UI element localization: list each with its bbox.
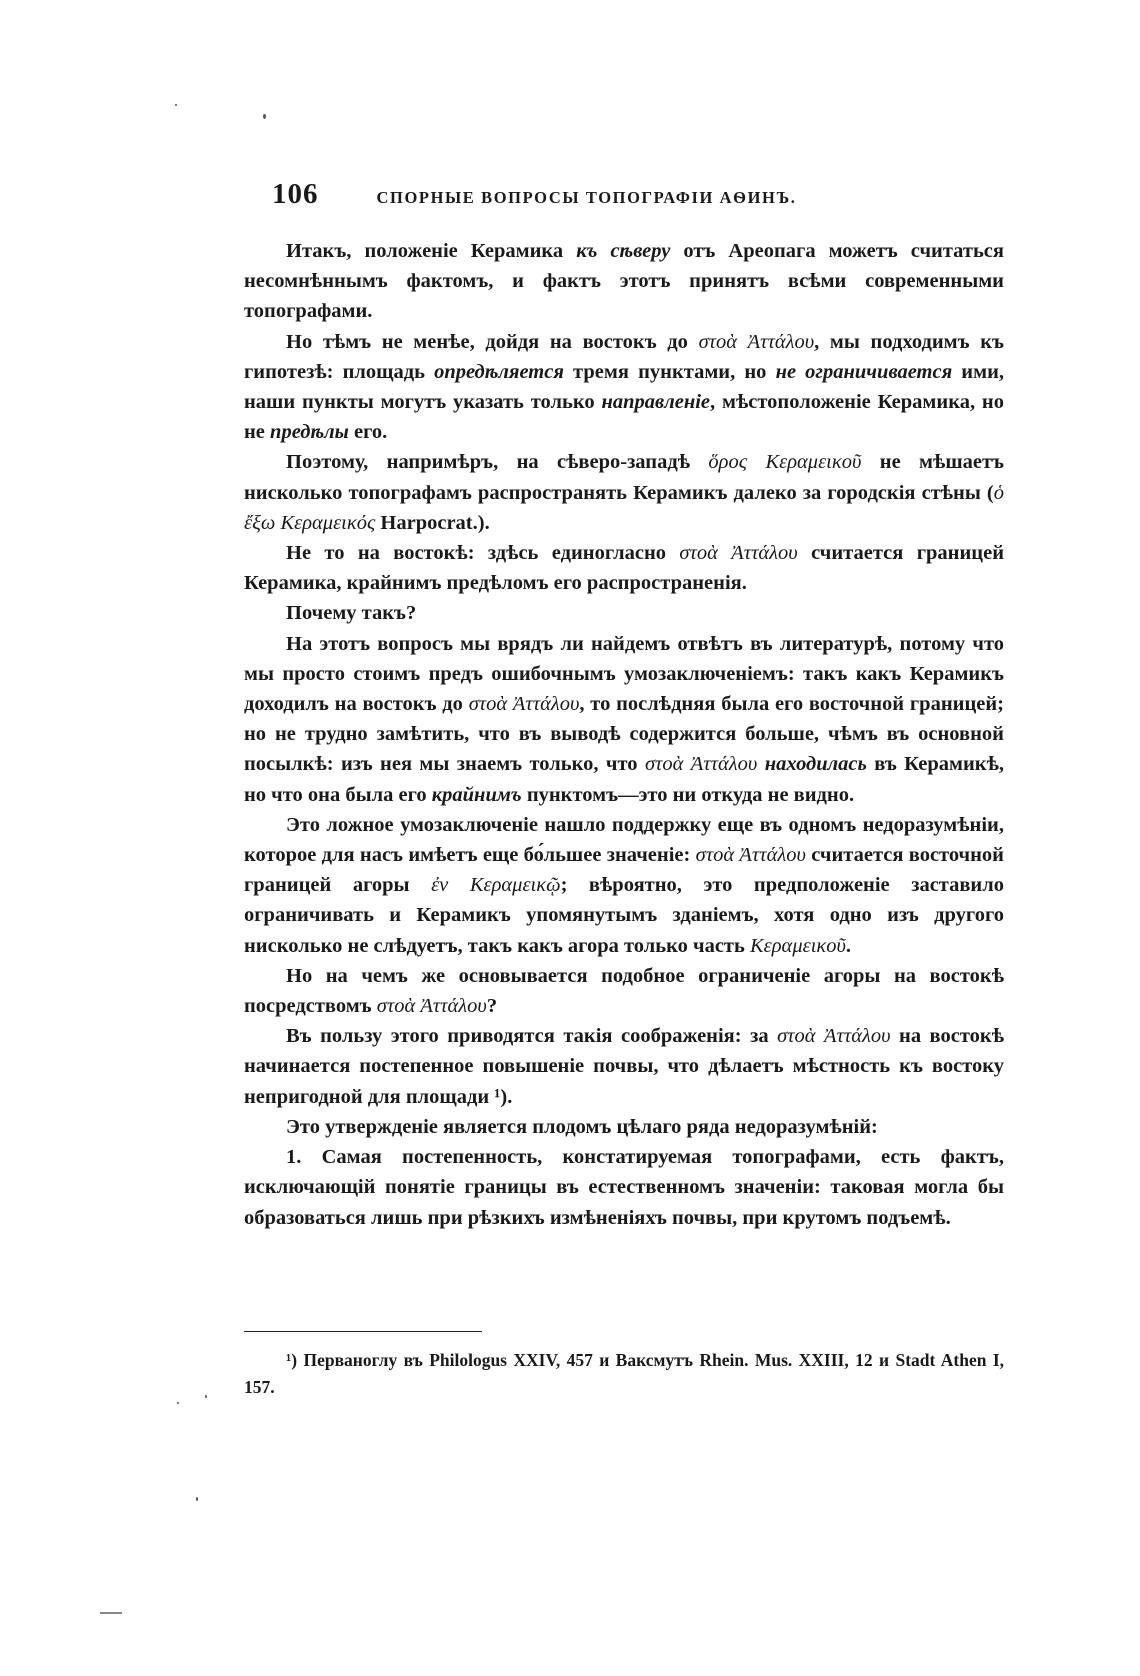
emphasis-text: находилась bbox=[764, 753, 867, 776]
emphasis-text: къ сѣверу bbox=[576, 240, 671, 262]
text-run bbox=[757, 753, 764, 775]
greek-phrase: ὁ ἔξω Κεραμεικός bbox=[244, 481, 1004, 534]
text-run: Итакъ, положеніе Керамика bbox=[286, 240, 577, 262]
scan-speck bbox=[205, 1395, 207, 1398]
greek-phrase: στοὰ Ἀττάλου bbox=[698, 330, 815, 353]
paragraph bbox=[244, 447, 1004, 538]
text-run: Но на чемъ же основывается подобное ограниченіе агоры на востокѣ посредствомъ bbox=[244, 964, 1004, 1018]
text-run: Не то на востокѣ: здѣсь единогласно bbox=[286, 542, 680, 565]
paragraph bbox=[244, 629, 1004, 810]
paragraph bbox=[244, 810, 1004, 961]
text-run: , то послѣдняя была его восточной границей; но не трудно замѣтить, что въ выводѣ содержится больше, чѣмъ въ основной посылкѣ: изъ нея мы знаемъ только, что bbox=[244, 693, 1004, 776]
text-run: его. bbox=[348, 421, 388, 444]
text-run: , мы подходимъ къ гипотезѣ: площадь bbox=[244, 330, 1004, 383]
scan-speck bbox=[196, 1497, 198, 1501]
text-run: ими, наши пункты могутъ указать только bbox=[244, 360, 1005, 414]
paragraph bbox=[244, 961, 1004, 1021]
text-run: пунктомъ—это ни откуда не видно. bbox=[521, 783, 855, 806]
text-run: считается границей Керамика, крайнимъ предѣломъ его распространенія. bbox=[244, 542, 1005, 595]
greek-phrase: Κεραμεικοῦ bbox=[749, 934, 846, 957]
text-run: ? bbox=[486, 995, 498, 1018]
text-run: Въ пользу этого приводятся такія соображенія: за bbox=[286, 1025, 778, 1048]
text-run: . bbox=[845, 934, 852, 957]
emphasis-text: направленіе bbox=[601, 391, 711, 414]
greek-phrase: ἐν Κεραμεικῷ bbox=[431, 874, 561, 897]
running-title: СПОРНЫЕ ВОПРОСЫ ТОПОГРАФІИ АѲИНЪ. bbox=[376, 188, 797, 207]
paragraph bbox=[244, 538, 1004, 598]
greek-phrase: στοὰ Ἀττάλου bbox=[376, 995, 487, 1018]
text-run: Это ложное умозаключеніе нашло поддержку еще въ одномъ недоразумѣніи, которое для насъ имѣетъ еще бо́льшее значеніе: bbox=[244, 813, 1004, 867]
greek-phrase: ὅρος Κεραμεικοῦ bbox=[708, 451, 862, 474]
scan-mark bbox=[100, 1612, 122, 1614]
scan-speck bbox=[175, 104, 177, 106]
page-number: 106 bbox=[272, 178, 319, 210]
text-run: на востокѣ начинается постепенное повышеніе почвы, что дѣлаетъ мѣстность къ востоку непригодной для площади ¹). bbox=[244, 1025, 1004, 1108]
text-run: считается восточной границей агоры bbox=[244, 844, 1004, 897]
paragraph bbox=[244, 1112, 1004, 1142]
emphasis-text: крайнимъ bbox=[431, 783, 522, 806]
emphasis-text: предѣлы bbox=[270, 421, 349, 444]
text-run: отъ Ареопага можетъ считаться несомнѣннымъ фактомъ, и фактъ этотъ принятъ всѣми современными топографами. bbox=[244, 240, 1004, 323]
text-run: Harpocrat.). bbox=[375, 511, 490, 534]
text-run: Почему такъ? bbox=[286, 602, 417, 625]
paragraph bbox=[244, 1142, 1004, 1233]
greek-phrase: στοὰ Ἀττάλου bbox=[695, 844, 806, 867]
paragraph bbox=[244, 1021, 1004, 1112]
text-run: въ Керамикѣ, но что она была его bbox=[244, 753, 1005, 806]
text-run: 1. Самая постепенность, констатируемая топографами, есть фактъ, исключающій понятіе границы въ естественномъ значеніи: таковая могла бы образоваться лишь при рѣзкихъ измѣненіяхъ почвы, при крутомъ подъемѣ. bbox=[244, 1146, 1004, 1229]
text-run: На этотъ вопросъ мы врядъ ли найдемъ отвѣтъ въ литературѣ, потому что мы просто стоимъ предъ ошибочнымъ умозаключеніемъ: такъ какъ Керамикъ доходилъ на востокъ до bbox=[244, 632, 1004, 716]
greek-phrase: στοὰ Ἀττάλου bbox=[777, 1025, 891, 1048]
greek-phrase: στοὰ Ἀττάλου bbox=[644, 753, 758, 776]
scan-speck bbox=[263, 114, 266, 119]
text-run: Это утвержденіе является плодомъ цѣлаго ряда недоразумѣній: bbox=[286, 1115, 878, 1138]
greek-phrase: στοὰ Ἀττάλου bbox=[468, 693, 580, 716]
text-run: Поэтому, напримѣръ, на сѣверо-западѣ bbox=[286, 451, 709, 474]
scan-speck bbox=[177, 1402, 179, 1404]
text-run: Но тѣмъ не менѣе, дойдя на востокъ до bbox=[286, 330, 699, 353]
emphasis-text: опредѣляется bbox=[434, 360, 564, 383]
greek-phrase: στοὰ Ἀττάλου bbox=[679, 542, 798, 565]
main-text bbox=[244, 236, 1004, 1233]
page-header bbox=[272, 178, 1007, 218]
emphasis-text: не ограничивается bbox=[775, 360, 953, 383]
text-run: , мѣстоположеніе Керамика, но не bbox=[244, 391, 1004, 444]
footnote: ¹) Перваноглу въ Philologus XXIV, 457 и Ваксмутъ Rhein. Mus. XXIII, 12 и Stadt Athen I, 157. bbox=[244, 1350, 1004, 1397]
footnote-separator bbox=[244, 1331, 482, 1332]
paragraph bbox=[244, 598, 1004, 628]
paragraph bbox=[244, 236, 1004, 327]
text-run: тремя пунктами, но bbox=[563, 360, 776, 383]
paragraph bbox=[244, 327, 1004, 448]
text-run: ; вѣроятно, это предположеніе заставило ограничивать и Керамикъ упомянутымъ зданіемъ, хотя одно изъ другого нисколько не слѣдуетъ, такъ какъ агора только часть bbox=[244, 874, 1004, 957]
text-run: не мѣшаетъ нисколько топографамъ распространять Керамикъ далеко за городскія стѣны ( bbox=[244, 451, 1004, 504]
